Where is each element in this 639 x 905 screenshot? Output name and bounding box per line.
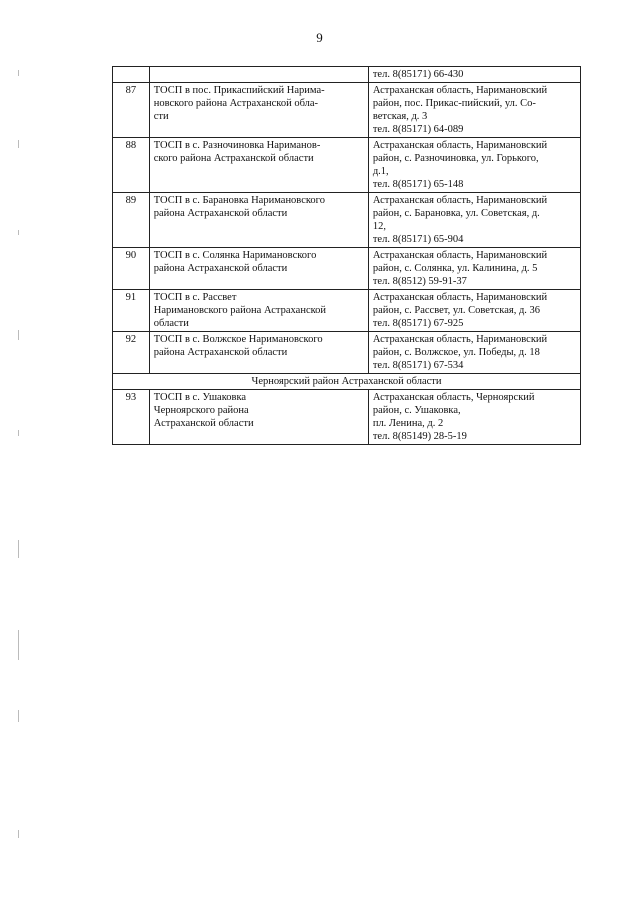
organization-name (149, 83, 368, 138)
address-line: ветская, д. 3 (372, 111, 428, 122)
address-line: тел. 8(85171) 64-089 (372, 124, 464, 135)
organization-address (368, 83, 580, 138)
name-line: ТОСП в пос. Прикаспийский Нарима- (153, 85, 325, 96)
name-line: Астраханской области (153, 418, 254, 429)
address-line: тел. 8(85149) 28-5-19 (372, 431, 467, 442)
address-line: тел. 8(85171) 65-148 (372, 179, 464, 190)
name-line: ского района Астраханской области (153, 153, 314, 164)
address-line: район, с. Разночиновка, ул. Горького, (372, 153, 539, 164)
address-line: Астраханская область, Наримановский (372, 334, 548, 345)
address-line: район, с. Солянка, ул. Калинина, д. 5 (372, 263, 538, 274)
organization-address (368, 290, 580, 332)
organization-address (368, 193, 580, 248)
name-line: Черноярского района (153, 405, 249, 416)
name-line: ТОСП в с. Барановка Наримановского (153, 195, 325, 206)
organization-name (149, 67, 368, 83)
name-line: новского района Астраханской обла- (153, 98, 319, 109)
organization-name (149, 332, 368, 374)
organization-address (368, 248, 580, 290)
row-number: 93 (113, 390, 150, 445)
name-line: района Астраханской области (153, 347, 288, 358)
name-line: ТОСП в с. Волжское Наримановского (153, 334, 323, 345)
organization-address (368, 390, 580, 445)
address-line: Астраханская область, Черноярский (372, 392, 535, 403)
organization-name (149, 248, 368, 290)
name-line: ТОСП в с. Ушаковка (153, 392, 247, 403)
name-line: ТОСП в с. Рассвет (153, 292, 237, 303)
address-line: район, с. Барановка, ул. Советская, д. (372, 208, 540, 219)
name-line: области (153, 318, 189, 329)
row-number: 87 (113, 83, 150, 138)
table-row (113, 290, 581, 332)
address-line: район, с. Волжское, ул. Победы, д. 18 (372, 347, 540, 358)
address-line: Астраханская область, Наримановский (372, 195, 548, 206)
name-line: Наримановского района Астраханской (153, 305, 327, 316)
address-line: тел. 8(85171) 65-904 (372, 234, 464, 245)
table-row (113, 83, 581, 138)
address-line: 12, (372, 221, 386, 232)
address-line: пл. Ленина, д. 2 (372, 418, 444, 429)
address-line: Астраханская область, Наримановский (372, 140, 548, 151)
registry-table (112, 66, 581, 445)
organization-name (149, 290, 368, 332)
address-line: район, с. Рассвет, ул. Советская, д. 36 (372, 305, 541, 316)
address-line: район, с. Ушаковка, (372, 405, 461, 416)
organization-name (149, 390, 368, 445)
name-line: ТОСП в с. Солянка Наримановского (153, 250, 317, 261)
table-row (113, 138, 581, 193)
address-line: Астраханская область, Наримановский (372, 292, 548, 303)
address-line: Астраханская область, Наримановский (372, 85, 548, 96)
address-line: тел. 8(85171) 67-925 (372, 318, 464, 329)
section-title: Черноярский район Астраханской области (113, 374, 581, 390)
row-number: 88 (113, 138, 150, 193)
organization-name (149, 138, 368, 193)
organization-address (368, 67, 580, 83)
row-number: 90 (113, 248, 150, 290)
address-line: тел. 8(85171) 67-534 (372, 360, 464, 371)
row-number: 92 (113, 332, 150, 374)
name-line: района Астраханской области (153, 208, 288, 219)
address-line: район, пос. Прикас-пийский, ул. Со- (372, 98, 536, 109)
table-row (113, 193, 581, 248)
section-row (113, 374, 581, 390)
name-line: района Астраханской области (153, 263, 288, 274)
address-line: тел. 8(8512) 59-91-37 (372, 276, 467, 287)
page-number: 9 (316, 30, 323, 45)
table-row (113, 67, 581, 83)
table-row (113, 390, 581, 445)
organization-name (149, 193, 368, 248)
row-number (113, 67, 150, 83)
organization-address (368, 138, 580, 193)
table-row (113, 332, 581, 374)
address-line: Астраханская область, Наримановский (372, 250, 548, 261)
row-number: 91 (113, 290, 150, 332)
name-line: ТОСП в с. Разночиновка Нариманов- (153, 140, 321, 151)
address-line: тел. 8(85171) 66-430 (372, 69, 464, 80)
name-line: сти (153, 111, 169, 122)
table-row (113, 248, 581, 290)
scan-margin-marks (18, 70, 20, 890)
row-number: 89 (113, 193, 150, 248)
organization-address (368, 332, 580, 374)
address-line: д.1, (372, 166, 389, 177)
